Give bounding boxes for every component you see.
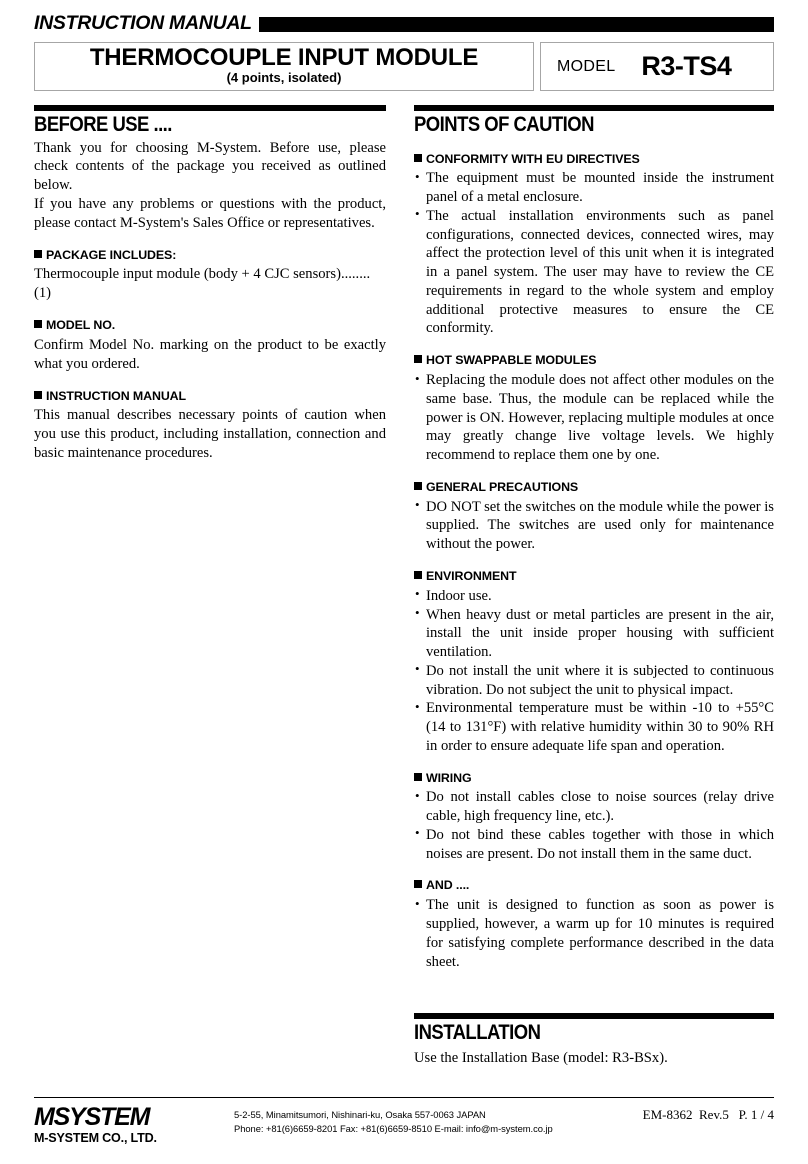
masthead	[34, 10, 774, 38]
caution-list	[414, 587, 774, 756]
right-column	[414, 105, 774, 1070]
list-item: • Do not install cables close to noise sources (relay drive cable, high frequency line, etc.).	[414, 788, 774, 826]
caution-group-label: HOT SWAPPABLE MODULES	[426, 353, 597, 368]
caution-group-label: AND ....	[426, 878, 470, 893]
installation-text: Use the Installation Base (model: R3-BSx).	[414, 1049, 668, 1066]
package-includes-label: PACKAGE INCLUDES:	[46, 247, 177, 262]
square-bullet-icon	[414, 355, 422, 363]
model-value: R3-TS4	[641, 51, 732, 81]
before-use-section	[34, 105, 386, 137]
list-item: • Environmental temperature must be within -10 to +55°C (14 to 131°F) with relative humidity within 30 to 90% RH in order to ensure adequate life span and operation.	[414, 699, 774, 755]
list-item: • DO NOT set the switches on the module while the power is supplied. The switches are used only for maintenance without the power.	[414, 498, 774, 554]
model-box	[540, 42, 774, 91]
left-column	[34, 105, 386, 463]
before-use-heading: BEFORE USE ....	[34, 113, 172, 136]
page-subtitle: (4 points, isolated)	[226, 70, 342, 86]
instruction-manual-label: INSTRUCTION MANUAL	[46, 388, 186, 403]
page-footer	[34, 1097, 774, 1146]
caution-group-label: ENVIRONMENT	[426, 568, 517, 583]
model-no-label: MODEL NO.	[46, 318, 116, 333]
caution-group-heading	[414, 152, 774, 167]
title-row	[34, 42, 774, 91]
caution-group-heading	[414, 569, 774, 584]
list-item: • Replacing the module does not affect other modules on the same base. Thus, the module can be replaced while the power is ON. However, replacing multiple modules at once may greatly change live voltage levels. We highly recommend to replace them one by one.	[414, 371, 774, 465]
square-bullet-icon	[34, 320, 42, 328]
square-bullet-icon	[34, 250, 42, 258]
footer-content	[34, 1105, 774, 1146]
caution-group-label: GENERAL PRECAUTIONS	[426, 479, 579, 494]
model-no-text: Confirm Model No. marking on the product to be exactly what you ordered.	[34, 336, 386, 372]
address-line-2: Phone: +81(6)6659-8201 Fax: +81(6)6659-8510 E-mail: info@m-system.co.jp	[234, 1123, 553, 1135]
instruction-manual-heading	[34, 389, 386, 404]
caution-group-heading	[414, 771, 774, 786]
caution-group-heading	[414, 353, 774, 368]
logo-wordmark: MSYSTEM	[34, 1103, 150, 1132]
logo-company-name: M-SYSTEM CO., LTD.	[34, 1131, 157, 1146]
caution-list	[414, 371, 774, 465]
caution-list	[414, 896, 774, 971]
instruction-manual-text: This manual describes necessary points of caution when you use this product, including installation, connection and basic maintenance procedures.	[34, 407, 386, 462]
section-rule	[414, 1013, 774, 1019]
intro-paragraph-1: Thank you for choosing M-System. Before use, please check contents of the package you received as outlined below.	[34, 139, 386, 194]
caution-list	[414, 498, 774, 554]
masthead-title: INSTRUCTION MANUAL	[34, 12, 252, 35]
company-logo	[34, 1105, 234, 1146]
caution-list	[414, 169, 774, 338]
installation-heading: INSTALLATION	[414, 1021, 541, 1045]
list-item: • Indoor use.	[414, 587, 774, 606]
square-bullet-icon	[34, 391, 42, 399]
list-item: • The unit is designed to function as soon as power is supplied, however, a warm up for 10 minutes is required for satisfying complete performance described in the data sheet.	[414, 896, 774, 971]
list-item: • The equipment must be mounted inside the instrument panel of a metal enclosure.	[414, 169, 774, 207]
list-item: • Do not bind these cables together with those in which noises are present. Do not install them in the same duct.	[414, 826, 774, 864]
caution-group-label: WIRING	[426, 770, 472, 785]
list-item: • When heavy dust or metal particles are present in the air, install the unit inside proper housing with sufficient ventilation.	[414, 606, 774, 662]
caution-group-label: CONFORMITY WITH EU DIRECTIVES	[426, 151, 640, 166]
package-includes-line: Thermocouple input module (body + 4 CJC sensors)........(1)	[34, 266, 371, 302]
caution-group-heading	[414, 480, 774, 495]
company-address	[234, 1105, 643, 1136]
document-reference: EM-8362 Rev.5 P. 1 / 4	[642, 1107, 774, 1123]
address-line-1: 5-2-55, Minamitsumori, Nishinari-ku, Osaka 557-0063 JAPAN	[234, 1109, 486, 1121]
square-bullet-icon	[414, 154, 422, 162]
section-rule	[34, 105, 386, 111]
page-title: THERMOCOUPLE INPUT MODULE	[89, 44, 479, 72]
points-of-caution-heading: POINTS OF CAUTION	[414, 113, 594, 136]
section-rule	[414, 105, 774, 111]
square-bullet-icon	[414, 773, 422, 781]
package-includes-heading	[34, 248, 386, 263]
square-bullet-icon	[414, 571, 422, 579]
model-no-heading	[34, 318, 386, 333]
caution-groups	[414, 152, 774, 972]
square-bullet-icon	[414, 482, 422, 490]
product-title-box	[34, 42, 534, 91]
model-label: MODEL	[557, 57, 616, 75]
body-columns	[34, 105, 774, 1070]
before-use-intro	[34, 139, 386, 233]
masthead-black-bar	[259, 17, 774, 32]
square-bullet-icon	[414, 880, 422, 888]
installation-section	[414, 1013, 774, 1067]
caution-group-heading	[414, 878, 774, 893]
points-of-caution-section	[414, 105, 774, 137]
intro-paragraph-2: If you have any problems or questions with the product, please contact M-System's Sales Office or representatives.	[34, 195, 386, 231]
list-item: • Do not install the unit where it is subjected to continuous vibration. Do not subject the unit to physical impact.	[414, 662, 774, 700]
caution-list	[414, 788, 774, 863]
list-item: • The actual installation environments such as panel configurations, connected devices, connected wires, may affect the protection level of this unit when it is integrated in a panel system. The user may have to review the CE requirements in regard to the whole system and employ additional protective measures to ensure the CE conformity.	[414, 207, 774, 338]
footer-rule	[34, 1097, 774, 1098]
